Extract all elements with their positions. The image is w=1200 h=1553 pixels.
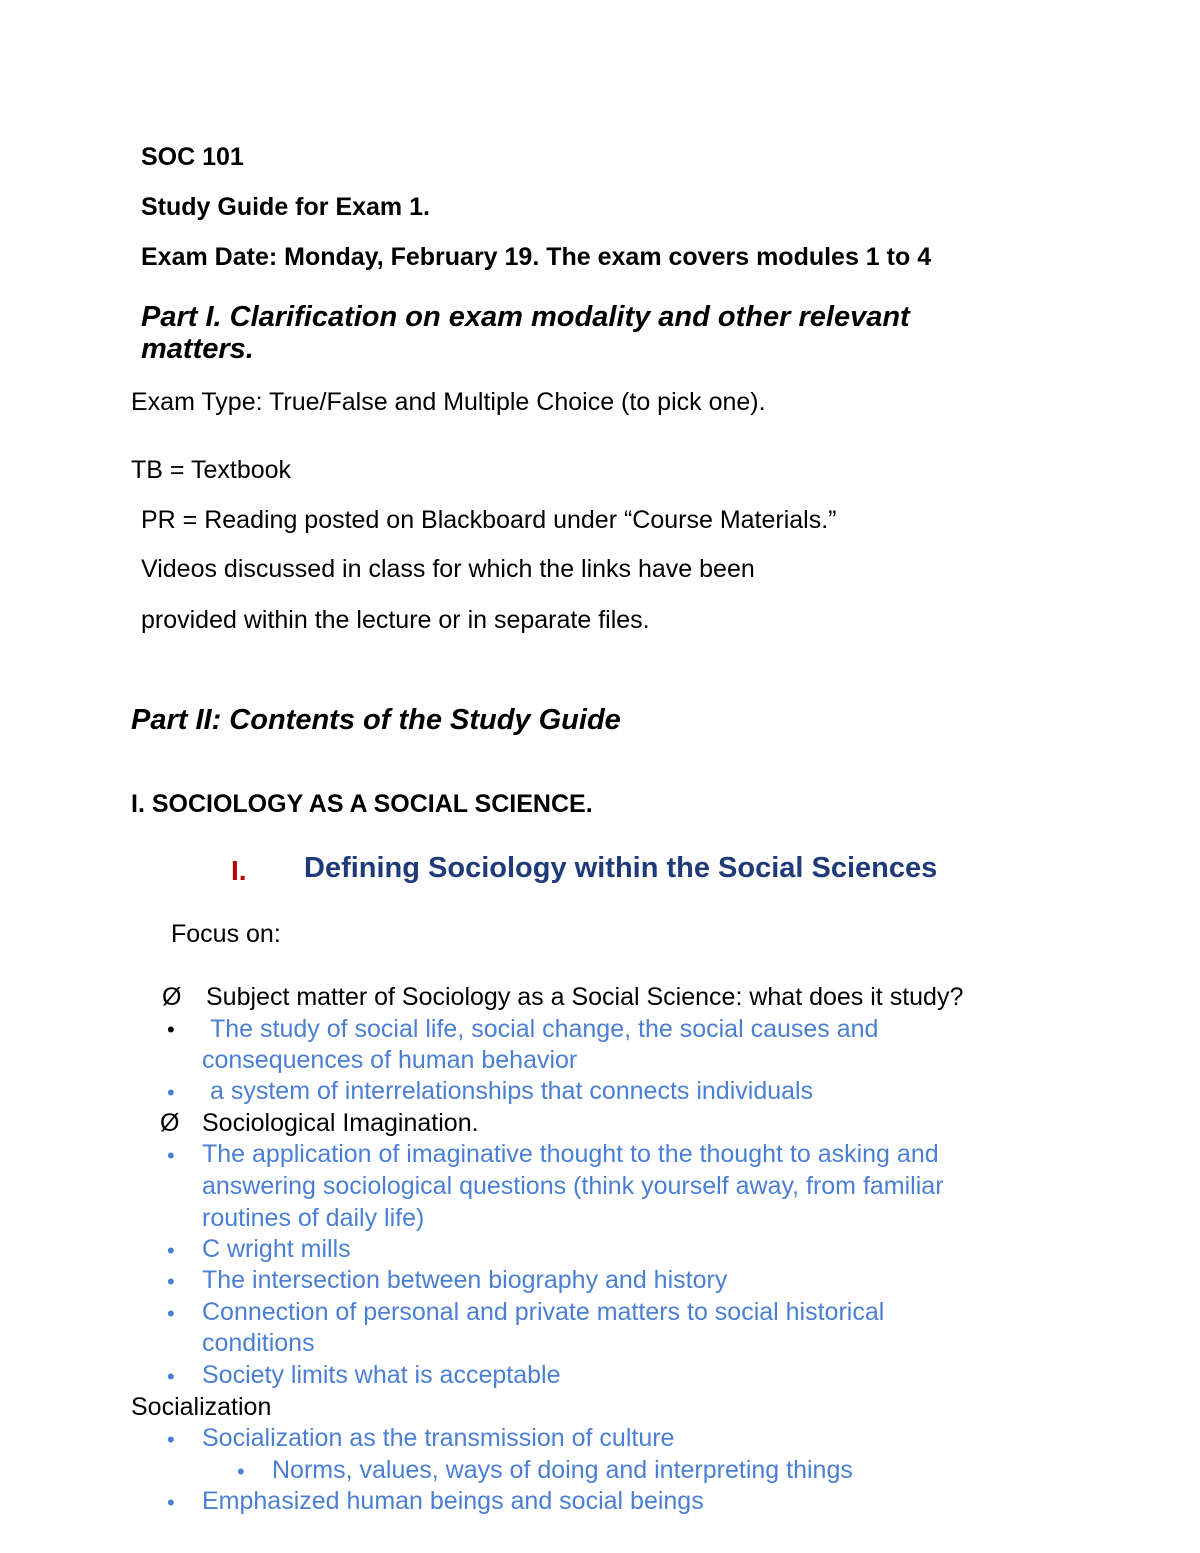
bullet-icon: • (237, 1459, 245, 1484)
item1-bullet2: a system of interrelationships that connects individuals (210, 1077, 814, 1105)
part1-heading-line2: matters. (141, 333, 254, 365)
item2-bullet4-line2: conditions (202, 1329, 315, 1357)
item1-bullet1-line2: consequences of human behavior (202, 1046, 578, 1074)
item2-bullet1-line2: answering sociological questions (think yourself away, from familiar (202, 1172, 944, 1200)
bullet-icon: • (167, 1017, 175, 1042)
bullet-icon: • (167, 1301, 175, 1326)
videos-line2: provided within the lecture or in separate files. (141, 606, 650, 634)
videos-line1: Videos discussed in class for which the links have been (141, 555, 755, 583)
subsection-title: Defining Sociology within the Social Sciences (304, 852, 938, 884)
bullet-icon: • (167, 1238, 175, 1263)
item2-bullet4-line1: Connection of personal and private matters to social historical (202, 1298, 885, 1326)
pr-definition: PR = Reading posted on Blackboard under “Course Materials.” (141, 506, 837, 534)
item2-bullet1-line3: routines of daily life) (202, 1204, 425, 1232)
guide-title: Study Guide for Exam 1. (141, 193, 430, 221)
section-heading: I. SOCIOLOGY AS A SOCIAL SCIENCE. (131, 790, 593, 818)
bullet-icon: • (167, 1427, 175, 1452)
item2-bullet2: C wright mills (202, 1235, 351, 1263)
item2-bullet5: Society limits what is acceptable (202, 1361, 561, 1389)
subsection-number: I. (231, 855, 247, 886)
tb-definition: TB = Textbook (131, 456, 292, 484)
socialization-bullet1: Socialization as the transmission of culture (202, 1424, 675, 1452)
exam-date: Exam Date: Monday, February 19. The exam covers modules 1 to 4 (141, 243, 932, 271)
item2-text: Sociological Imagination. (202, 1109, 479, 1137)
part2-heading: Part II: Contents of the Study Guide (131, 704, 621, 736)
socialization-heading: Socialization (131, 1393, 272, 1421)
bullet-icon: • (167, 1080, 175, 1105)
item1-text: Subject matter of Sociology as a Social Science: what does it study? (206, 983, 964, 1011)
bullet-icon: • (167, 1143, 175, 1168)
item1-bullet1-line1: The study of social life, social change, the social causes and (210, 1015, 879, 1043)
bullet-icon: • (167, 1490, 175, 1515)
part1-heading-line1: Part I. Clarification on exam modality and other relevant (141, 301, 910, 333)
bullet-icon: • (167, 1269, 175, 1294)
arrow-bullet-icon: Ø (160, 1109, 180, 1137)
socialization-subbullet: Norms, values, ways of doing and interpreting things (272, 1456, 853, 1484)
arrow-bullet-icon: Ø (162, 983, 182, 1011)
socialization-bullet2: Emphasized human beings and social beings (202, 1487, 704, 1515)
item2-bullet1-line1: The application of imaginative thought to the thought to asking and (202, 1140, 939, 1168)
bullet-icon: • (167, 1364, 175, 1389)
course-code: SOC 101 (141, 143, 244, 171)
exam-type: Exam Type: True/False and Multiple Choice (to pick one). (131, 388, 766, 416)
item2-bullet3: The intersection between biography and history (202, 1266, 728, 1294)
focus-label: Focus on: (171, 920, 281, 948)
